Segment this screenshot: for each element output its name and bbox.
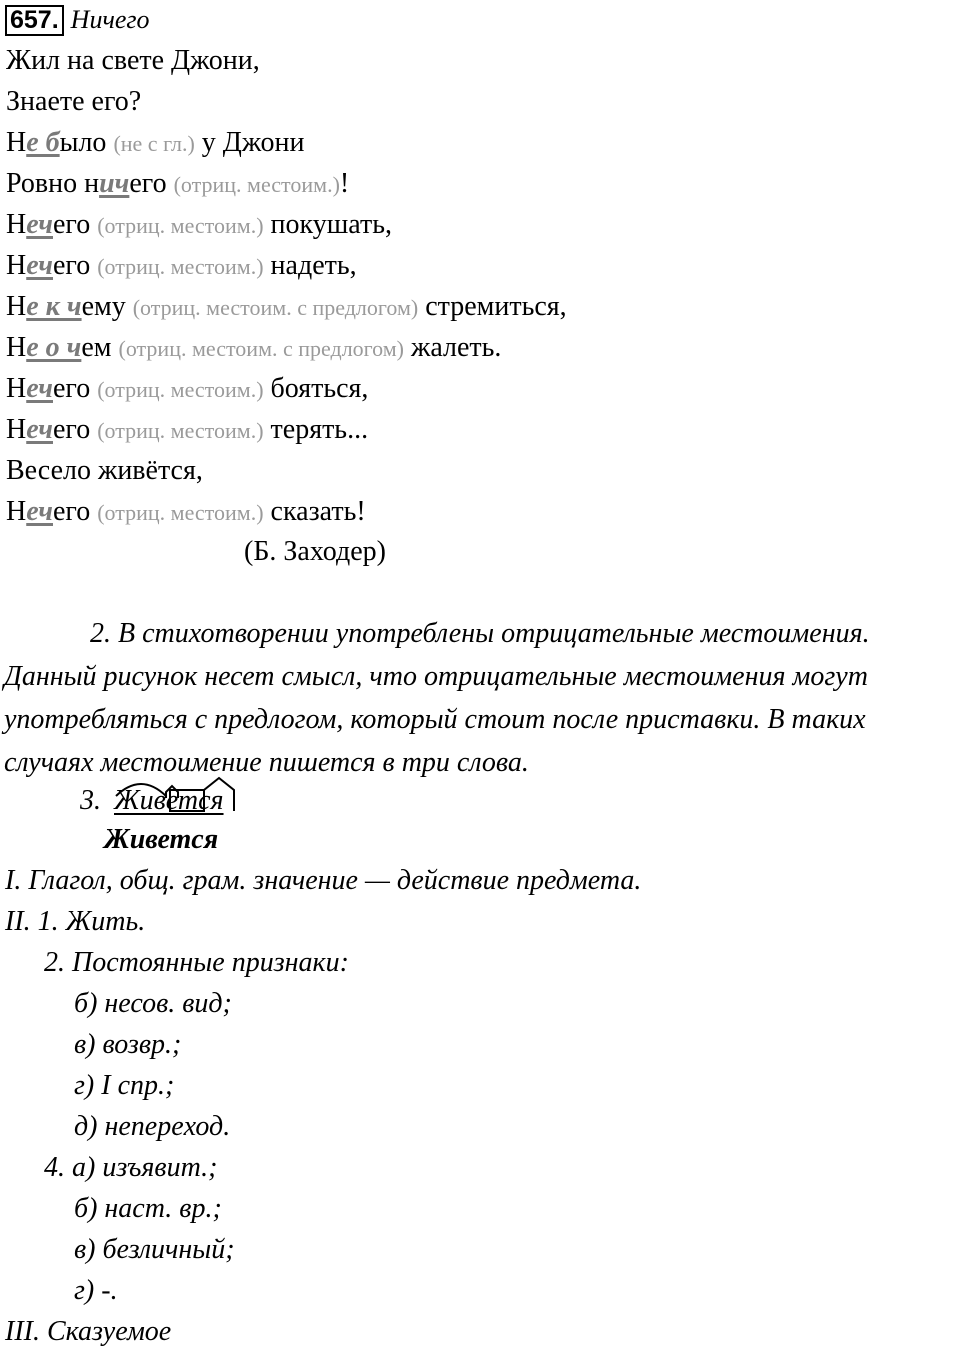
exercise-header <box>5 3 150 37</box>
grammar-note: (отриц. местоим.) <box>97 418 264 443</box>
poem-text: ем <box>81 332 119 363</box>
poem-text: ! <box>339 168 350 199</box>
poem-line <box>6 413 368 448</box>
poem-text: Н <box>6 291 27 322</box>
grammar-note: (отриц. местоим. с предлогом) <box>118 336 404 361</box>
poem-text: Н <box>6 127 27 158</box>
analysis-line: I. Глагол, общ. грам. значение — действие предмета. <box>5 865 642 896</box>
analysis-line: в) безличный; <box>74 1234 235 1265</box>
poem-line <box>6 454 203 488</box>
poem-text: Н <box>6 250 27 281</box>
poem-text: его <box>53 373 98 404</box>
grammar-note: (отриц. местоим.) <box>97 500 264 525</box>
poem-line <box>6 249 357 284</box>
spelling-highlight: е к ч <box>26 291 82 322</box>
poem-line <box>6 331 501 366</box>
poem-text: покушать, <box>263 209 392 240</box>
poem-text: у Джони <box>194 127 305 158</box>
poem-text: ыло <box>59 127 114 158</box>
poem-line <box>6 495 366 530</box>
poem-text: его <box>53 209 98 240</box>
analysis-line: б) наст. вр.; <box>74 1193 222 1224</box>
analysis-line: г) I спр.; <box>74 1070 175 1101</box>
poem-text: терять... <box>263 414 369 445</box>
explanation-paragraph <box>4 612 960 784</box>
poem-line <box>6 167 349 202</box>
grammar-note: (отриц. местоим.) <box>173 172 340 197</box>
analysis-heading: Живется <box>104 824 219 855</box>
grammar-note: (не с гл.) <box>113 131 195 156</box>
morpheme-word: Живется <box>114 785 224 816</box>
analysis-line: в) возвр.; <box>74 1029 182 1060</box>
poem-text: ему <box>81 291 133 322</box>
exercise-title: Ничего <box>70 5 150 34</box>
poem-line <box>6 208 392 243</box>
poem-line <box>6 290 567 325</box>
poem-line <box>6 126 305 161</box>
poem-text: Н <box>6 414 27 445</box>
grammar-note: (отриц. местоим.) <box>97 377 264 402</box>
poem-text: его <box>53 250 98 281</box>
analysis-line: д) неперeход. <box>74 1111 231 1142</box>
spelling-highlight: еч <box>26 373 53 404</box>
poem-text: Н <box>6 496 27 527</box>
ending-box <box>170 790 204 811</box>
postfix-mark <box>204 778 234 811</box>
analysis-line: б) несов. вид; <box>74 988 232 1019</box>
poem-text: Знаете его? <box>6 86 142 117</box>
spelling-highlight: еч <box>26 496 53 527</box>
poem-text: надеть, <box>263 250 357 281</box>
explanation-line-4: случаях местоимение пишется в три слова. <box>4 747 529 778</box>
poem-text: Н <box>6 209 27 240</box>
analysis-line: 4. а) изъявит.; <box>44 1152 218 1183</box>
spelling-highlight: е б <box>26 127 60 158</box>
poem-text: его <box>53 496 98 527</box>
poem-text: бояться, <box>263 373 369 404</box>
morpheme-label: 3. <box>80 785 101 816</box>
explanation-line-2: Данный рисунок несет смысл, что отрицательные местоимения могут <box>4 661 868 692</box>
grammar-note: (отриц. местоим.) <box>97 213 264 238</box>
poem-text: Весело живётся, <box>6 455 203 486</box>
spelling-highlight: еч <box>26 250 53 281</box>
exercise-number: 657. <box>5 5 64 36</box>
poem-text: Жил на свете Джони, <box>6 45 260 76</box>
poem-line <box>6 372 368 407</box>
poem-text: Н <box>6 373 27 404</box>
analysis-line: III. Сказуемое <box>5 1316 172 1347</box>
spelling-highlight: ич <box>99 168 130 199</box>
grammar-note: (отриц. местоим.) <box>97 254 264 279</box>
poem-author: (Б. Заходер) <box>244 536 386 567</box>
explanation-line-3: употребляться с предлогом, который стоит после приставки. В таких <box>4 704 866 735</box>
grammar-note: (отриц. местоим. с предлогом) <box>132 295 419 320</box>
poem-line <box>6 85 141 119</box>
poem-text: жалеть. <box>404 332 502 363</box>
suffix-mark <box>166 786 178 798</box>
poem-line <box>6 44 260 78</box>
spelling-highlight: еч <box>26 414 53 445</box>
poem-text: стремиться, <box>418 291 567 322</box>
root-arc <box>116 784 166 796</box>
poem-text: его <box>129 168 174 199</box>
analysis-line: г) -. <box>74 1275 118 1306</box>
morpheme-marks <box>108 774 238 818</box>
analysis-line: II. 1. Жить. <box>5 906 146 937</box>
poem-text: Н <box>6 332 27 363</box>
analysis-line: 2. Постоянные признаки: <box>44 947 349 978</box>
poem-text: сказать! <box>263 496 366 527</box>
spelling-highlight: е о ч <box>26 332 82 363</box>
poem-text: Ровно н <box>6 168 100 199</box>
poem-text: его <box>53 414 98 445</box>
explanation-line-1: 2. В стихотворении употреблены отрицательные местоимения. <box>90 618 870 649</box>
spelling-highlight: еч <box>26 209 53 240</box>
